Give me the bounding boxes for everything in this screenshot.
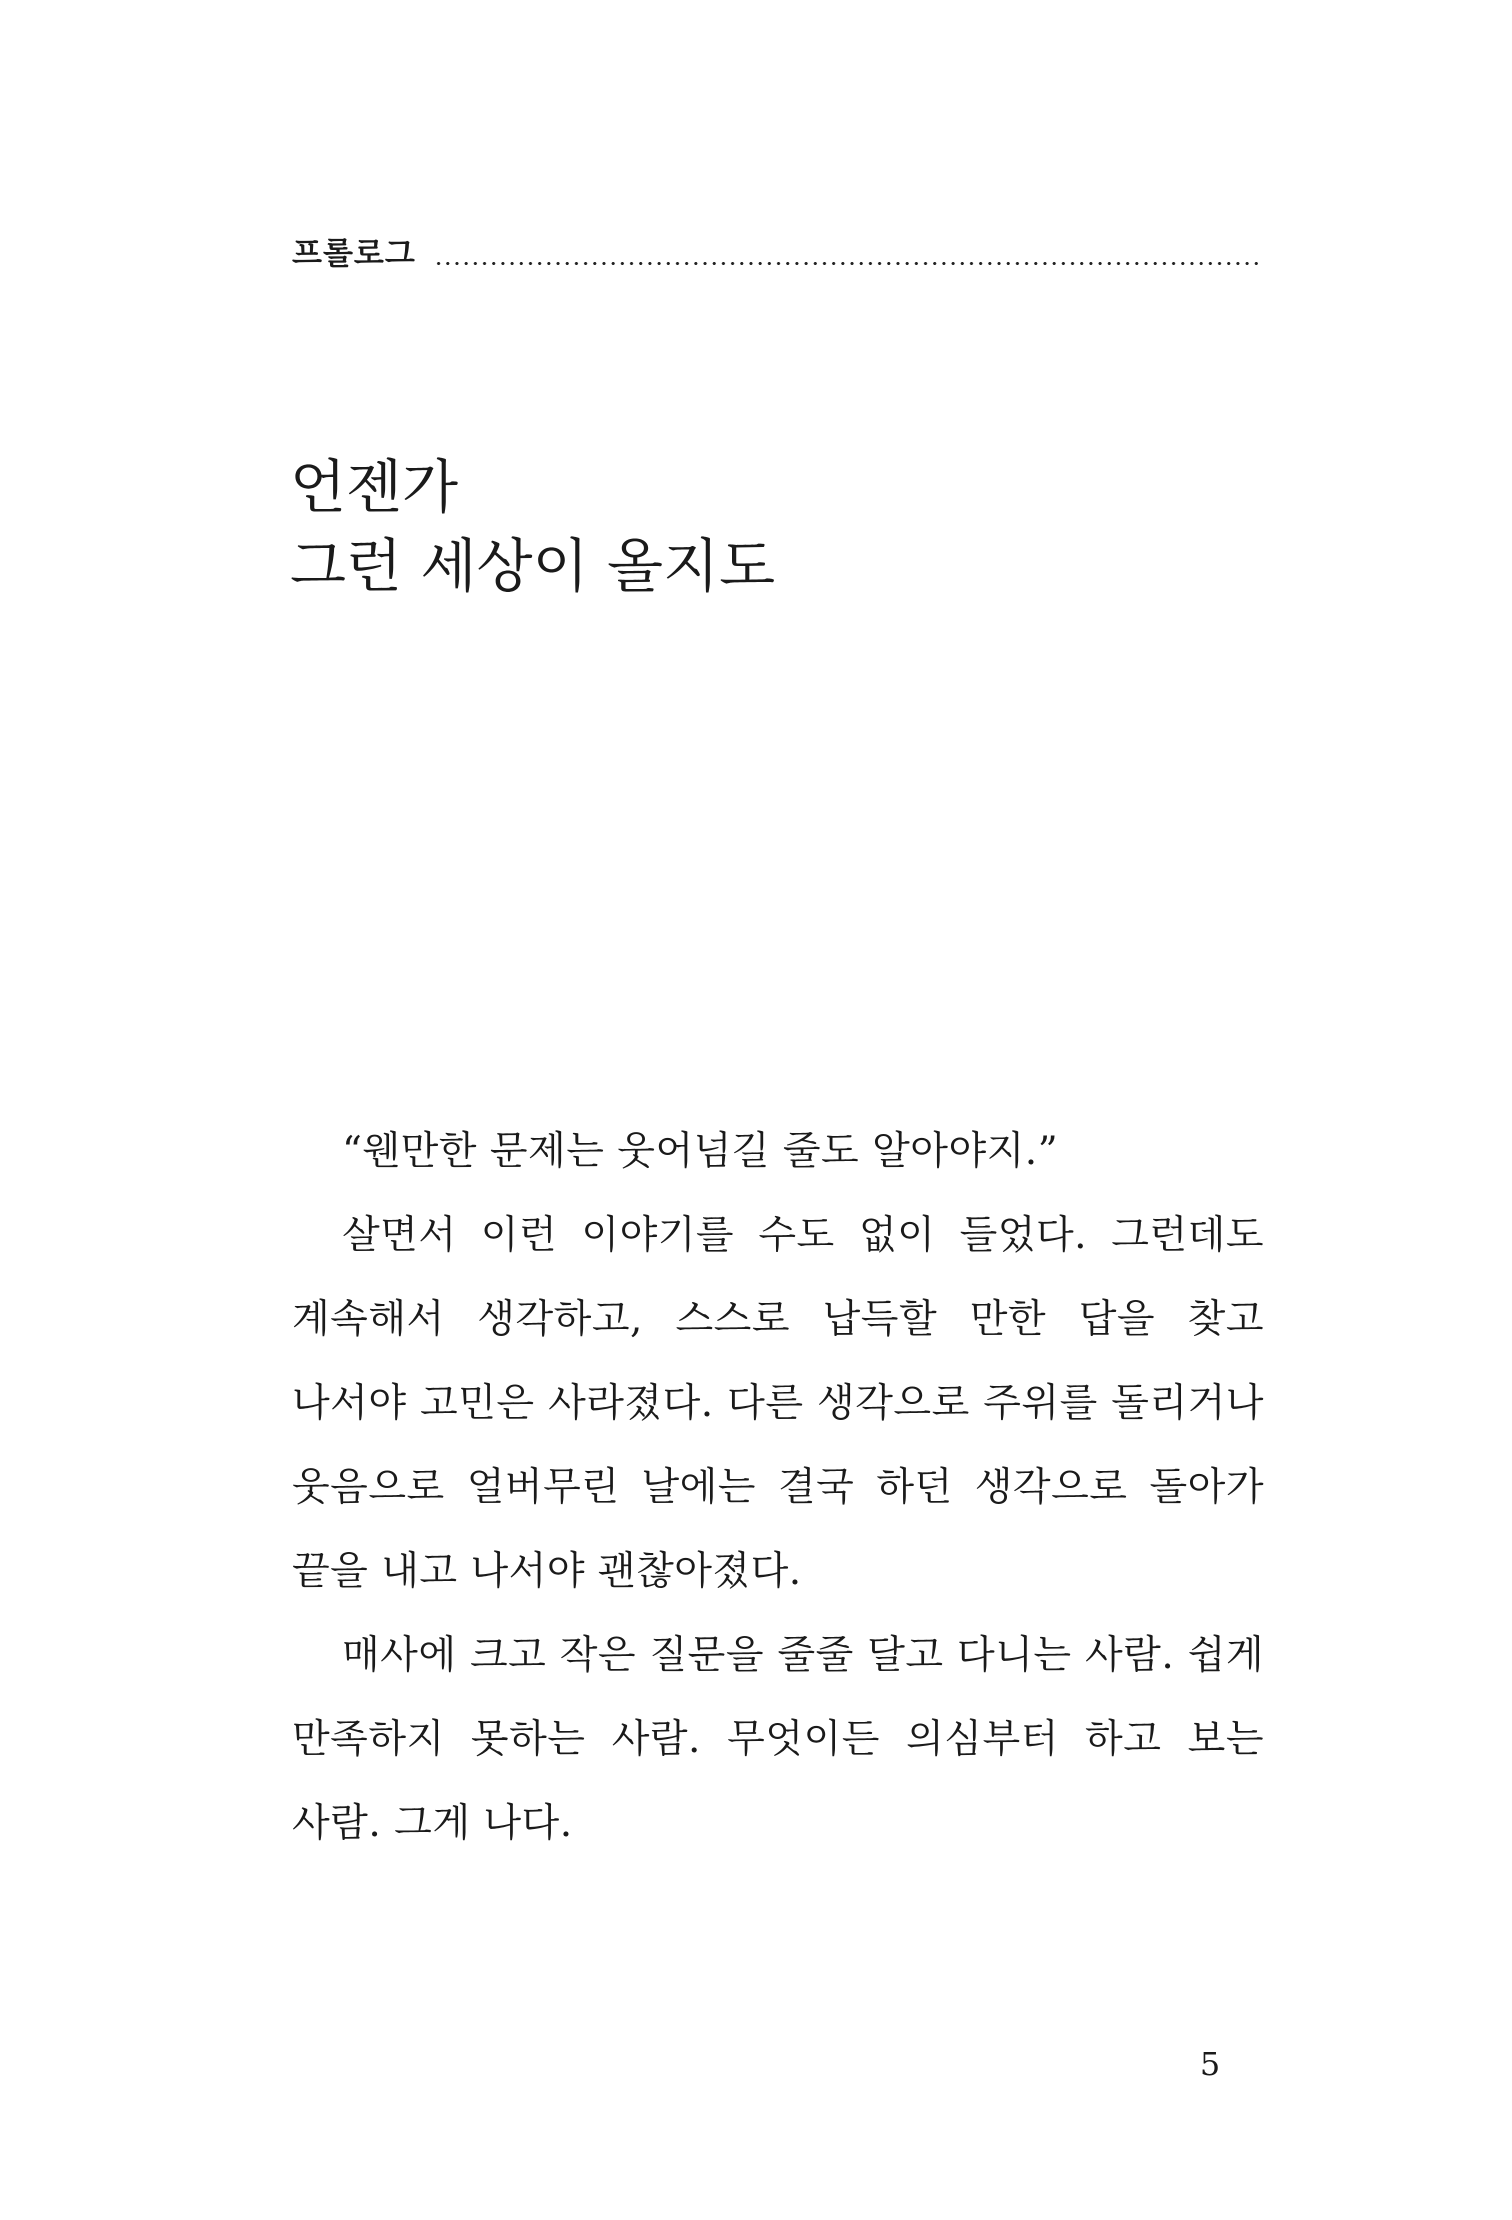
paragraph-2: 살면서 이런 이야기를 수도 없이 들었다. 그런데도 계속해서 생각하고, 스스로 납득할 만한 답을 찾고 나서야 고민은 사라졌다. 다른 생각으로 주위를 돌리거나 웃음으로 얼버무린 날에는 결국 하던 생각으로 돌아가 끝을 내고 나서야 괜찮아졌다. — [292, 1213, 1264, 1594]
section-header — [292, 232, 1262, 272]
chapter-title — [290, 448, 775, 606]
page-number: 5 — [1199, 2045, 1221, 2083]
paragraph-3: 매사에 크고 작은 질문을 줄줄 달고 다니는 사람. 쉽게 만족하지 못하는 사람. 무엇이든 의심부터 하고 보는 사람. 그게 나다. — [292, 1633, 1264, 1846]
body-text — [292, 1110, 1264, 1866]
paragraph-quote: “웬만한 문제는 웃어넘길 줄도 알아야지.” — [342, 1129, 1059, 1174]
chapter-title-line-1: 언젠가 — [290, 453, 459, 521]
leader-dots — [434, 262, 1262, 265]
section-label: 프롤로그 — [292, 236, 416, 272]
chapter-title-line-2: 그런 세상이 올지도 — [290, 532, 776, 600]
